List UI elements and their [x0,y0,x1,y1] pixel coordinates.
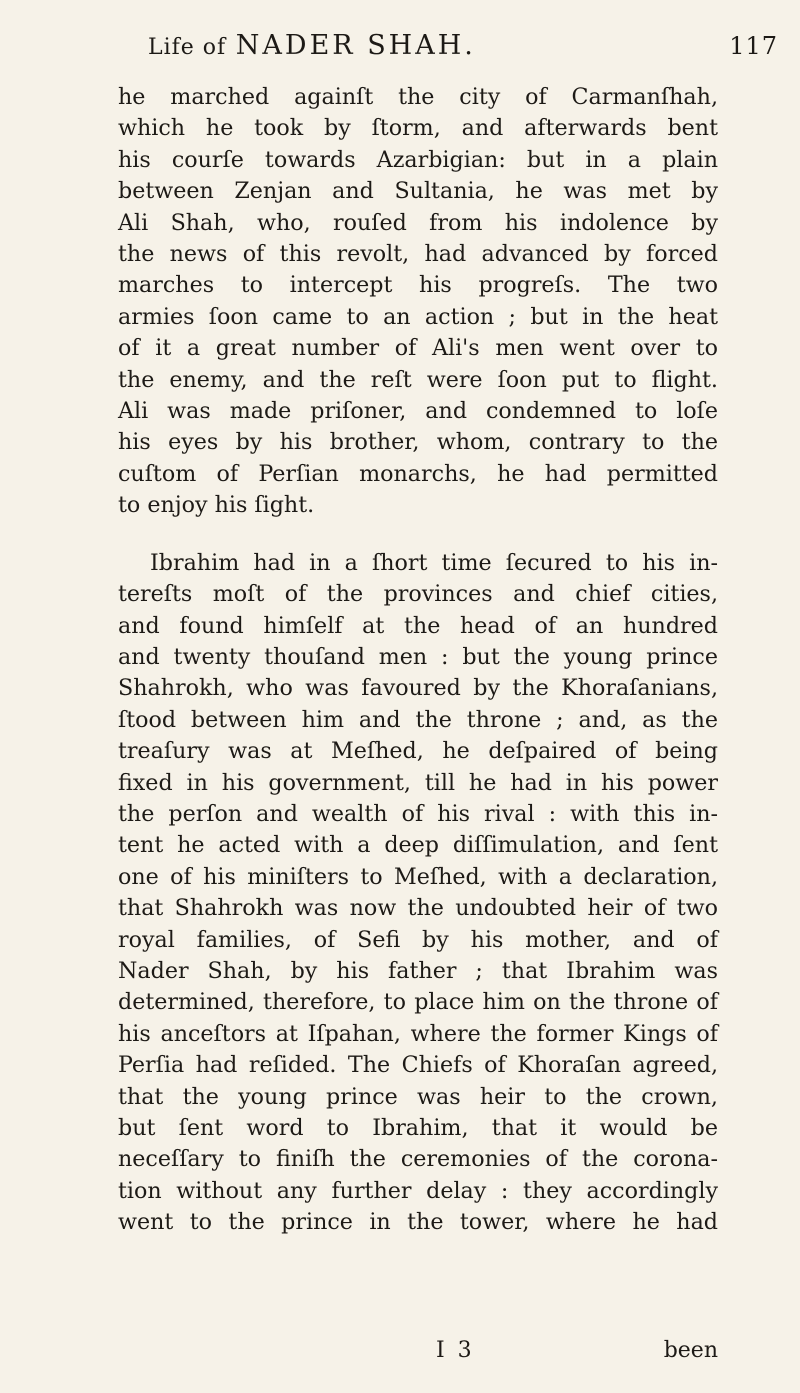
text-line: fixed in his government, till he had in his power [118,769,718,796]
text-line: determined, therefore, to place him on the throne of [118,989,718,1016]
text-line: armies ſoon came to an action ; but in the heat [118,303,718,330]
paragraph-1 [118,82,718,522]
text-line: neceſſary to finiſh the ceremonies of the corona- [118,1146,718,1173]
text-line: ſtood between him and the throne ; and, as the [118,706,718,733]
text-line: went to the prince in the tower, where he had [118,1209,718,1236]
text-line: that the young prince was heir to the crown, [118,1083,718,1110]
text-line: Ibrahim had in a ſhort time ſecured to his in- [150,549,718,576]
text-line: Perſia had reſided. The Chiefs of Khoraſan agreed, [118,1052,718,1079]
running-title-name: NADER SHAH. [235,30,476,61]
text-line: tereſts moſt of the provinces and chief cities, [118,581,718,608]
text-line: tent he acted with a deep diſſimulation, and ſent [118,832,718,859]
page-footer [118,1338,718,1372]
text-line: his anceſtors at Iſpahan, where the former Kings of [118,1020,718,1047]
text-line: his eyes by his brother, whom, contrary to the [118,429,718,456]
running-title-prefix: Life of [148,35,227,60]
text-line: tion without any further delay : they accordingly [118,1177,718,1204]
text-line: his courſe towards Azarbigian: but in a plain [118,146,718,173]
text-line: Ali Shah, who, rouſed from his indolence by [118,209,718,236]
text-line: and twenty thouſand men : but the young prince [118,643,718,670]
text-line: royal families, of Sefi by his mother, and of [118,926,718,953]
text-line: Nader Shah, by his father ; that Ibrahim was [118,957,718,984]
text-line: of it a great number of Ali's men went over to [118,335,718,362]
text-line: to enjoy his ſight. [118,492,315,519]
text-line: the news of this revolt, had advanced by forced [118,241,718,268]
running-title [148,30,476,61]
text-line: that Shahrokh was now the undoubted heir of two [118,895,718,922]
text-line: and found himſelf at the head of an hundred [118,612,718,639]
text-line: Ali was made priſoner, and condemned to loſe [118,398,718,425]
running-header [148,30,778,70]
text-line: the perſon and wealth of his rival : with this in- [118,800,718,827]
text-line: but ſent word to Ibrahim, that it would be [118,1115,718,1141]
page-number: 117 [729,32,778,60]
paragraph-2 [118,548,718,1239]
text-line: between Zenjan and Sultania, he was met by [118,178,718,205]
text-line: which he took by ſtorm, and afterwards bent [118,115,718,142]
text-line: marches to intercept his progreſs. The two [118,272,718,299]
signature-mark: I 3 [436,1338,475,1363]
text-line: he marched againſt the city of Carmanſhah, [118,84,718,110]
text-line: treaſury was at Meſhed, he deſpaired of being [118,738,718,765]
text-line: cuſtom of Perſian monarchs, he had permitted [118,460,718,487]
text-line: the enemy, and the reſt were ſoon put to flight. [118,366,718,393]
text-line: Shahrokh, who was favoured by the Khoraſanians, [118,675,718,702]
catchword: been [663,1338,718,1363]
body-text [118,82,718,1239]
text-line: one of his miniſters to Meſhed, with a declaration, [118,863,718,890]
